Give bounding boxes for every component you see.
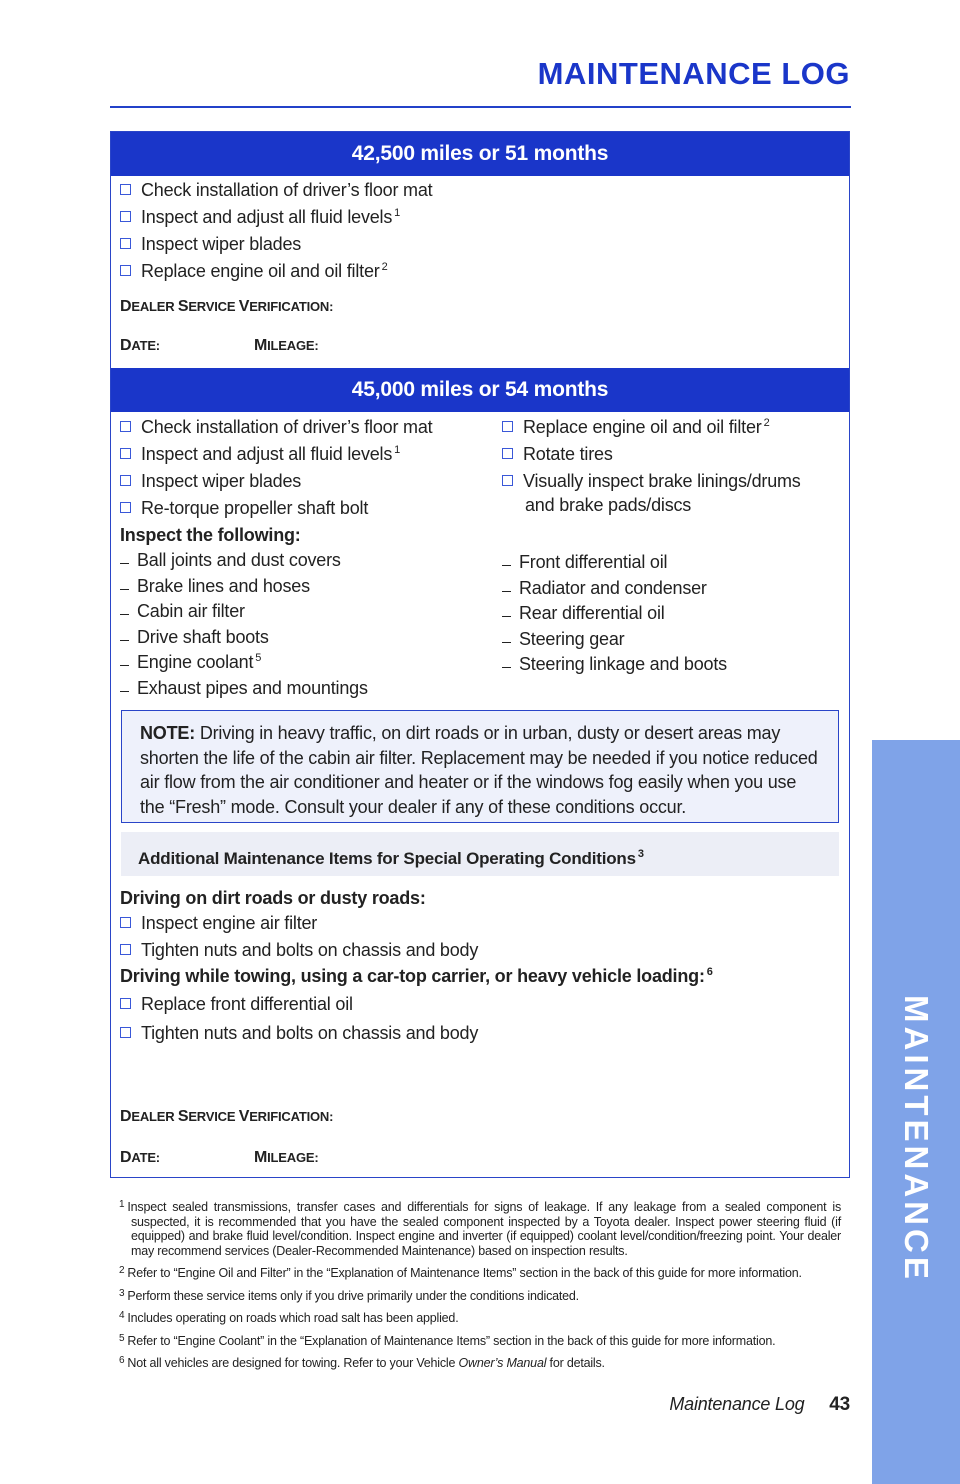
side-tab [872, 740, 960, 1484]
checkbox[interactable] [120, 944, 131, 955]
checklist-item: Replace engine oil and oil filter $^2$ [502, 417, 769, 438]
inspect-item: Engine coolant $^5$ [120, 652, 261, 673]
checklist-item: Re-torque propeller shaft bolt [120, 498, 368, 519]
inspect-item: Radiator and condenser [502, 578, 707, 599]
checklist-item: Inspect wiper blades [120, 471, 301, 492]
checkbox[interactable] [120, 421, 131, 432]
note-box [121, 710, 839, 823]
additional-maintenance-header: Additional Maintenance Items for Special Operating Conditions $^3$ [121, 832, 839, 876]
checkbox[interactable] [120, 998, 131, 1009]
checklist-item: Tighten nuts and bolts on chassis and body [120, 1023, 478, 1044]
checkbox[interactable] [120, 184, 131, 195]
inspect-item: Steering linkage and boots [502, 654, 727, 675]
checkbox[interactable] [120, 917, 131, 928]
maintenance-log-box [110, 131, 850, 1178]
inspect-item: Exhaust pipes and mountings [120, 678, 368, 699]
checklist-item: Replace engine oil and oil filter $^2$ [120, 261, 387, 282]
checkbox[interactable] [120, 448, 131, 459]
footnotes [119, 1198, 841, 1377]
checklist-item: Check installation of driver’s floor mat [120, 180, 432, 201]
note-label: NOTE: [140, 723, 195, 743]
inspect-item: Ball joints and dust covers [120, 550, 341, 571]
date-label: DATE: [120, 337, 160, 354]
date-label: DATE: [120, 1149, 160, 1166]
dealer-verification-label: DEALER SERVICE VERIFICATION: [120, 1108, 334, 1125]
inspect-item: Front differential oil [502, 552, 667, 573]
footnote: $^6$ Not all vehicles are designed for towing. Refer to your Vehicle Owner’s Manual for details. [119, 1355, 605, 1370]
checklist-item: Visually inspect brake linings/drums [502, 471, 801, 492]
checkbox[interactable] [120, 238, 131, 249]
dirt-roads-label: Driving on dirt roads or dusty roads: [120, 888, 426, 908]
footnote: $^3$ Perform these service items only if you drive primarily under the conditions indicated. [119, 1287, 579, 1303]
checklist-item: Inspect wiper blades [120, 234, 301, 255]
checklist-item-continued: and brake pads/discs [525, 495, 692, 515]
inspect-item: Rear differential oil [502, 603, 665, 624]
checkbox[interactable] [502, 475, 513, 486]
section2-heading: 45,000 miles or 54 months [111, 368, 849, 412]
checklist-item: Check installation of driver’s floor mat [120, 417, 432, 438]
footer-section-name: Maintenance Log [669, 1394, 805, 1414]
checkbox[interactable] [120, 502, 131, 513]
inspect-following-label: Inspect the following: [120, 525, 301, 545]
checklist-item: Inspect and adjust all fluid levels $^1$ [120, 207, 400, 228]
title-rule [110, 106, 851, 108]
inspect-item: Steering gear [502, 629, 624, 650]
checkbox[interactable] [120, 265, 131, 276]
footnote: $^2$ Refer to “Engine Oil and Filter” in the “Explanation of Maintenance Items” section in the back of this guide for more information. [119, 1265, 802, 1280]
inspect-item: Drive shaft boots [120, 627, 269, 648]
checklist-item: Inspect engine air filter [120, 913, 317, 934]
inspect-item: Cabin air filter [120, 601, 245, 622]
checkbox[interactable] [120, 475, 131, 486]
checkbox[interactable] [120, 1027, 131, 1038]
dealer-verification-label: DEALER SERVICE VERIFICATION: [120, 298, 334, 315]
checklist-item: Inspect and adjust all fluid levels $^1$ [120, 444, 400, 465]
checkbox[interactable] [502, 448, 513, 459]
checklist-item: Tighten nuts and bolts on chassis and body [120, 940, 478, 961]
note-text: Driving in heavy traffic, on dirt roads or in urban, dusty or desert areas may shorten the life of the cabin air filter. Replacement may be needed if you notice reduced air flow from the air conditioner and heater or if the windows fog easily when you use the “Fresh” mode. Consult your dealer if any of these conditions occur. [140, 723, 818, 817]
towing-label: Driving while towing, using a car-top carrier, or heavy vehicle loading: $^6$ [120, 966, 713, 986]
checklist-item: Rotate tires [502, 444, 613, 465]
footnote: $^4$ Includes operating on roads which road salt has been applied. [119, 1310, 459, 1325]
page-number: 43 [829, 1394, 850, 1415]
footnote: $^5$ Refer to “Engine Coolant” in the “Explanation of Maintenance Items” section in the back of this guide for more information. [119, 1332, 776, 1348]
checkbox[interactable] [120, 211, 131, 222]
inspect-item: Brake lines and hoses [120, 576, 310, 597]
page-footer [669, 1394, 850, 1416]
footnote: $^1$ Inspect sealed transmissions, transfer cases and differentials for signs of leakage. If any leakage from a sealed component is suspected, it is recommended that you have the sealed component inspected by a Toyota dealer. Inspect power steering fluid (if equipped) and brake fluid level/condition. Inspect engine and inverter (if equipped) coolant level/condition/freezing point. Your dealer may recommend services (Dealer-Recommended Maintenance) based on inspection results. [119, 1199, 841, 1258]
section1-heading: 42,500 miles or 51 months [111, 132, 849, 176]
side-tab-label: MAINTENANCE [898, 995, 935, 1283]
checklist-item: Replace front differential oil [120, 994, 353, 1015]
page-title: MAINTENANCE LOG [537, 56, 850, 91]
checkbox[interactable] [502, 421, 513, 432]
mileage-label: MILEAGE: [254, 1149, 319, 1166]
mileage-label: MILEAGE: [254, 337, 319, 354]
